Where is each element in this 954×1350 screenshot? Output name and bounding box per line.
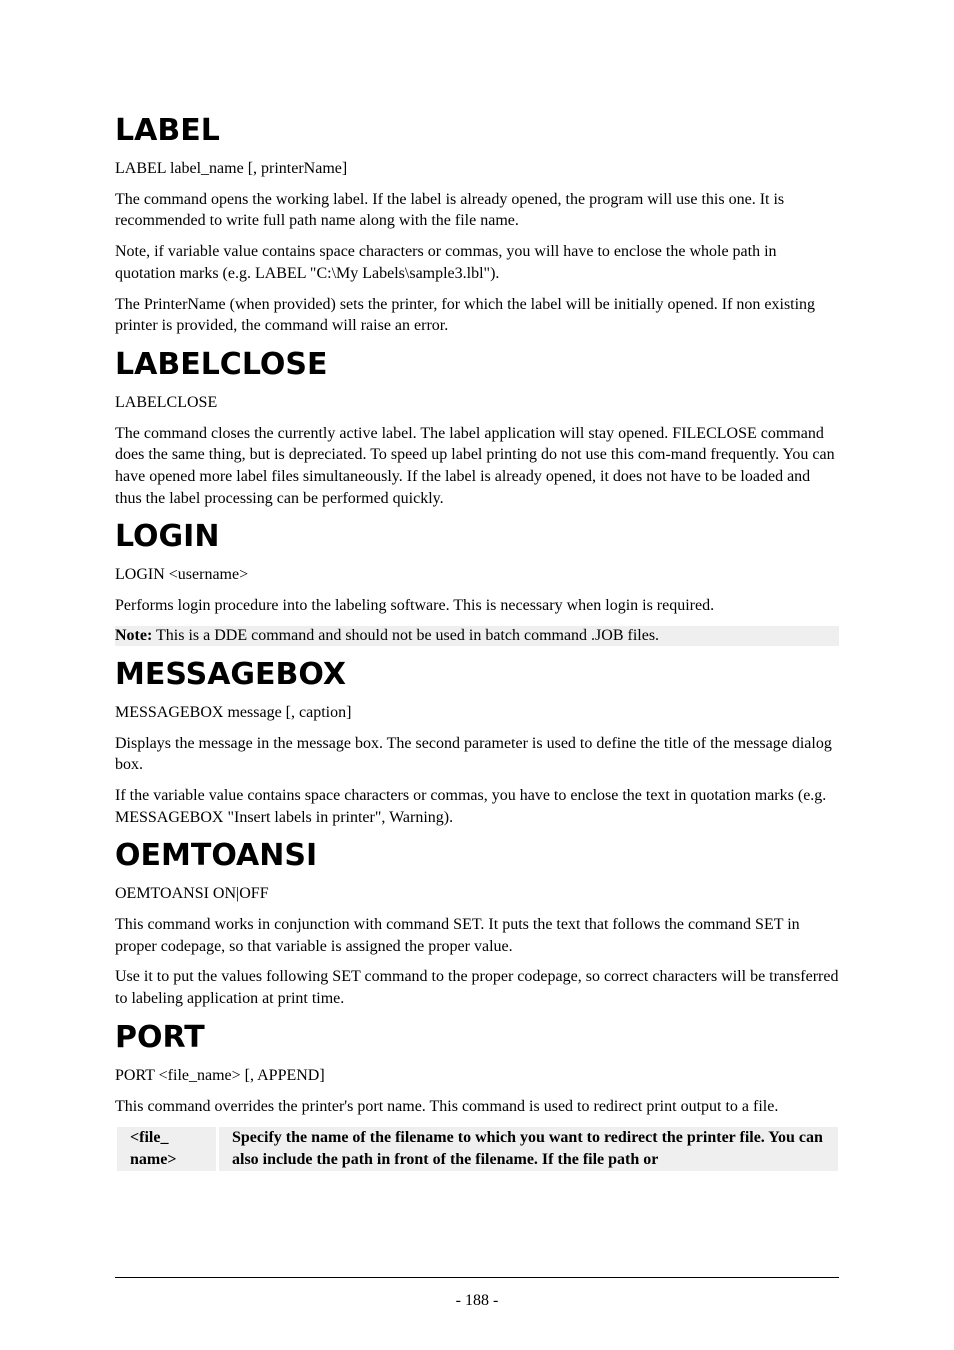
section-heading: OEMTOANSI: [115, 838, 318, 874]
paragraph: The command closes the currently active label. The label application will stay opened. FILECLOSE command does the same thing, but is depreciated. To speed up label printing do not use this com-mand frequently. You can have opened more label files simultaneously. If the label is already opened, it does not have to be loaded and thus the label processing can be performed quickly.: [115, 424, 835, 507]
section-port: [115, 1019, 839, 1174]
note-box: [115, 626, 839, 646]
section-messagebox: [115, 656, 839, 829]
paragraph: Note, if variable value contains space characters or commas, you will have to enclose the whole path in quotation marks (e.g. LABEL "C:\My Labels\sample3.lbl").: [115, 243, 777, 282]
paragraph: If the variable value contains space characters or commas, you have to enclose the text in quotation marks (e.g. MESSAGEBOX "Insert labels in printer", Warning).: [115, 786, 827, 826]
paragraph: This command overrides the printer's port name. This command is used to redirect print output to a file.: [115, 1097, 779, 1115]
document-page: [115, 112, 839, 1174]
command-syntax: LABEL label_name [, printerName]: [115, 160, 348, 177]
command-syntax: MESSAGEBOX message [, caption]: [115, 703, 352, 721]
note-label: Note:: [115, 626, 153, 644]
paragraph: This command works in conjunction with command SET. It puts the text that follows the command SET in proper codepage, so that variable is assigned the proper value.: [115, 916, 800, 955]
section-heading: LABEL: [115, 113, 220, 148]
paragraph: Displays the message in the message box. The second parameter is used to define the title of the message dialog box.: [115, 734, 832, 774]
parameter-name-line: name>: [130, 1150, 177, 1168]
command-syntax: PORT <file_name> [, APPEND]: [115, 1066, 325, 1084]
note-text: This is a DDE command and should not be used in batch command .JOB files.: [152, 626, 660, 644]
section-login: [115, 518, 839, 645]
command-syntax: LABELCLOSE: [115, 393, 218, 411]
section-heading: MESSAGEBOX: [115, 656, 346, 692]
page-number: - 188 -: [455, 1292, 499, 1309]
footer-divider: [115, 1277, 839, 1278]
paragraph: Performs login procedure into the labeling software. This is necessary when login is required.: [115, 597, 715, 615]
section-heading: PORT: [115, 1019, 205, 1055]
section-oemtoansi: [115, 837, 839, 1010]
command-syntax: LOGIN <username>: [115, 566, 249, 584]
parameter-description: Specify the name of the filename to which you want to redirect the printer file. You can also include the path in front of the filename. If the file path or: [219, 1127, 838, 1170]
table-row: [117, 1127, 838, 1170]
command-syntax: OEMTOANSI ON|OFF: [115, 885, 269, 903]
parameter-name-line: <file_: [130, 1129, 169, 1147]
paragraph: The PrinterName (when provided) sets the printer, for which the label will be initially opened. If non existing printer is provided, the command will raise an error.: [115, 295, 816, 335]
section-heading: LABELCLOSE: [115, 346, 328, 382]
section-labelclose: [115, 346, 839, 510]
paragraph: Use it to put the values following SET command to the proper codepage, so correct characters will be transferred to labeling application at print time.: [115, 968, 839, 1008]
parameter-table: [114, 1124, 841, 1173]
section-label: [115, 112, 839, 337]
parameter-name: [117, 1127, 216, 1170]
paragraph: The command opens the working label. If the label is already opened, the program will use this one. It is recommended to write full path name along with the file name.: [115, 190, 785, 230]
section-heading: LOGIN: [115, 519, 220, 555]
